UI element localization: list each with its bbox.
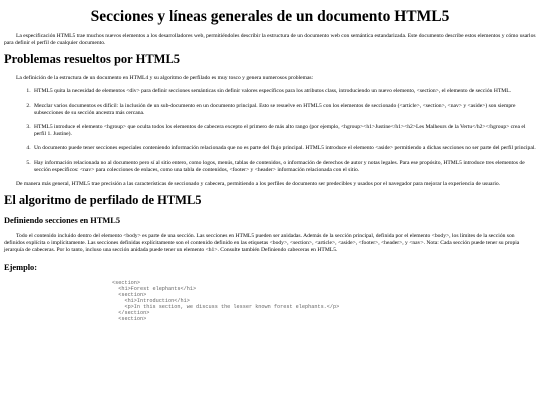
problems-closing: De manera más general, HTML5 trae precisión a las características de seccionado y cabecera, permitiendo a los perfiles de documento ser predecibles y usados por el navegador para mejorar la experiencia de usuario. xyxy=(16,181,501,188)
list-item: 1. HTML5 quita la necesidad de elementos <div> para definir secciones semánticas sin definir valores específicos para los atributos class, introduciendo un nuevo elemento, <section>, el elemento de sección HTML. xyxy=(32,88,536,95)
page-title: Secciones y líneas generales de un documento HTML5 xyxy=(90,8,450,25)
section-heading-problems: Problemas resueltos por HTML5 xyxy=(4,52,181,67)
problems-lead: La definición de la estructura de un documento en HTML4 y su algoritmo de perfilado es muy tosco y genera numerosos problemas: xyxy=(16,75,314,82)
intro-paragraph: La especificación HTML5 trae muchos nuevos elementos a los desarrolladores web, permitiéndoles describir la estructura de un documento web con semántica estandarizada. Este documento describe estos elementos y cómo usarlos para definir el perfil de cualquier documento. xyxy=(4,33,536,47)
list-item: 5. Hay información relacionada no al documento pero sí al sitio entero, como logos, menús, tablas de contenidos, o información de derechos de autor y notas legales. Para ese propósito, HTML5 introduce tres elementos de sección específicos: <nav> para colecciones de enlaces, como una tabla de contenidos, <footer> y <header> información relacionada con el sitio. xyxy=(32,160,536,174)
code-example: <section> <h1>Forest elephants</h1> <section> <h1>Introduction</h1> <p>In this section, we discuss the lesser known forest elephants.</p> </section> <section> xyxy=(112,279,340,323)
subsection-heading-defining: Definiendo secciones en HTML5 xyxy=(4,215,121,225)
list-item: 3. HTML5 introduce el elemento <hgroup> que oculta todos los elementos de cabecera excepto el primero de más alto rango (por ejemplo, <hgroup><h1>Justine</h1><h2>Les Malheurs de la Vertu</h2></hgroup> crea el perfil 1. Justine). xyxy=(32,124,536,138)
example-heading: Ejemplo: xyxy=(4,262,38,272)
problems-list xyxy=(4,88,536,174)
section-heading-algorithm: El algoritmo de perfilado de HTML5 xyxy=(4,193,202,208)
list-item: 4. Un documento puede tener secciones especiales conteniendo información relacionada que no es parte del flujo principal. HTML5 introduce el elemento <aside> permitiendo a dichas secciones no ser parte del perfil principal. xyxy=(32,145,536,152)
list-item: 2. Mezclar varios documentos es difícil: la inclusión de un sub-documento en un documento principal. Esto se resuelve en HTML5 con los elementos de seccionado (<article>, <section>, <nav> y <aside>) son siempre subsecciones de su sección ancestra más cercana. xyxy=(32,103,536,117)
defining-paragraph: Todo el contenido incluido dentro del elemento <body> es parte de una sección. Las secciones en HTML5 pueden ser anidadas. Además de la sección principal, definida por el elemento <body>, los límites de la sección son definidos explícita o implícitamente. Las secciones definidas explícitamente son el contenido definido en las etiquetas <body>, <section>, <article>, <aside>, <footer>, <header>, y <nav>. Nota: Cada sección puede tener su propia jerarquía de cabeceras. Por lo tanto, incluso una sección anidada puede tener un elemento <h1>. Consulte también Definiendo cabeceras en HTML5. xyxy=(4,232,520,254)
